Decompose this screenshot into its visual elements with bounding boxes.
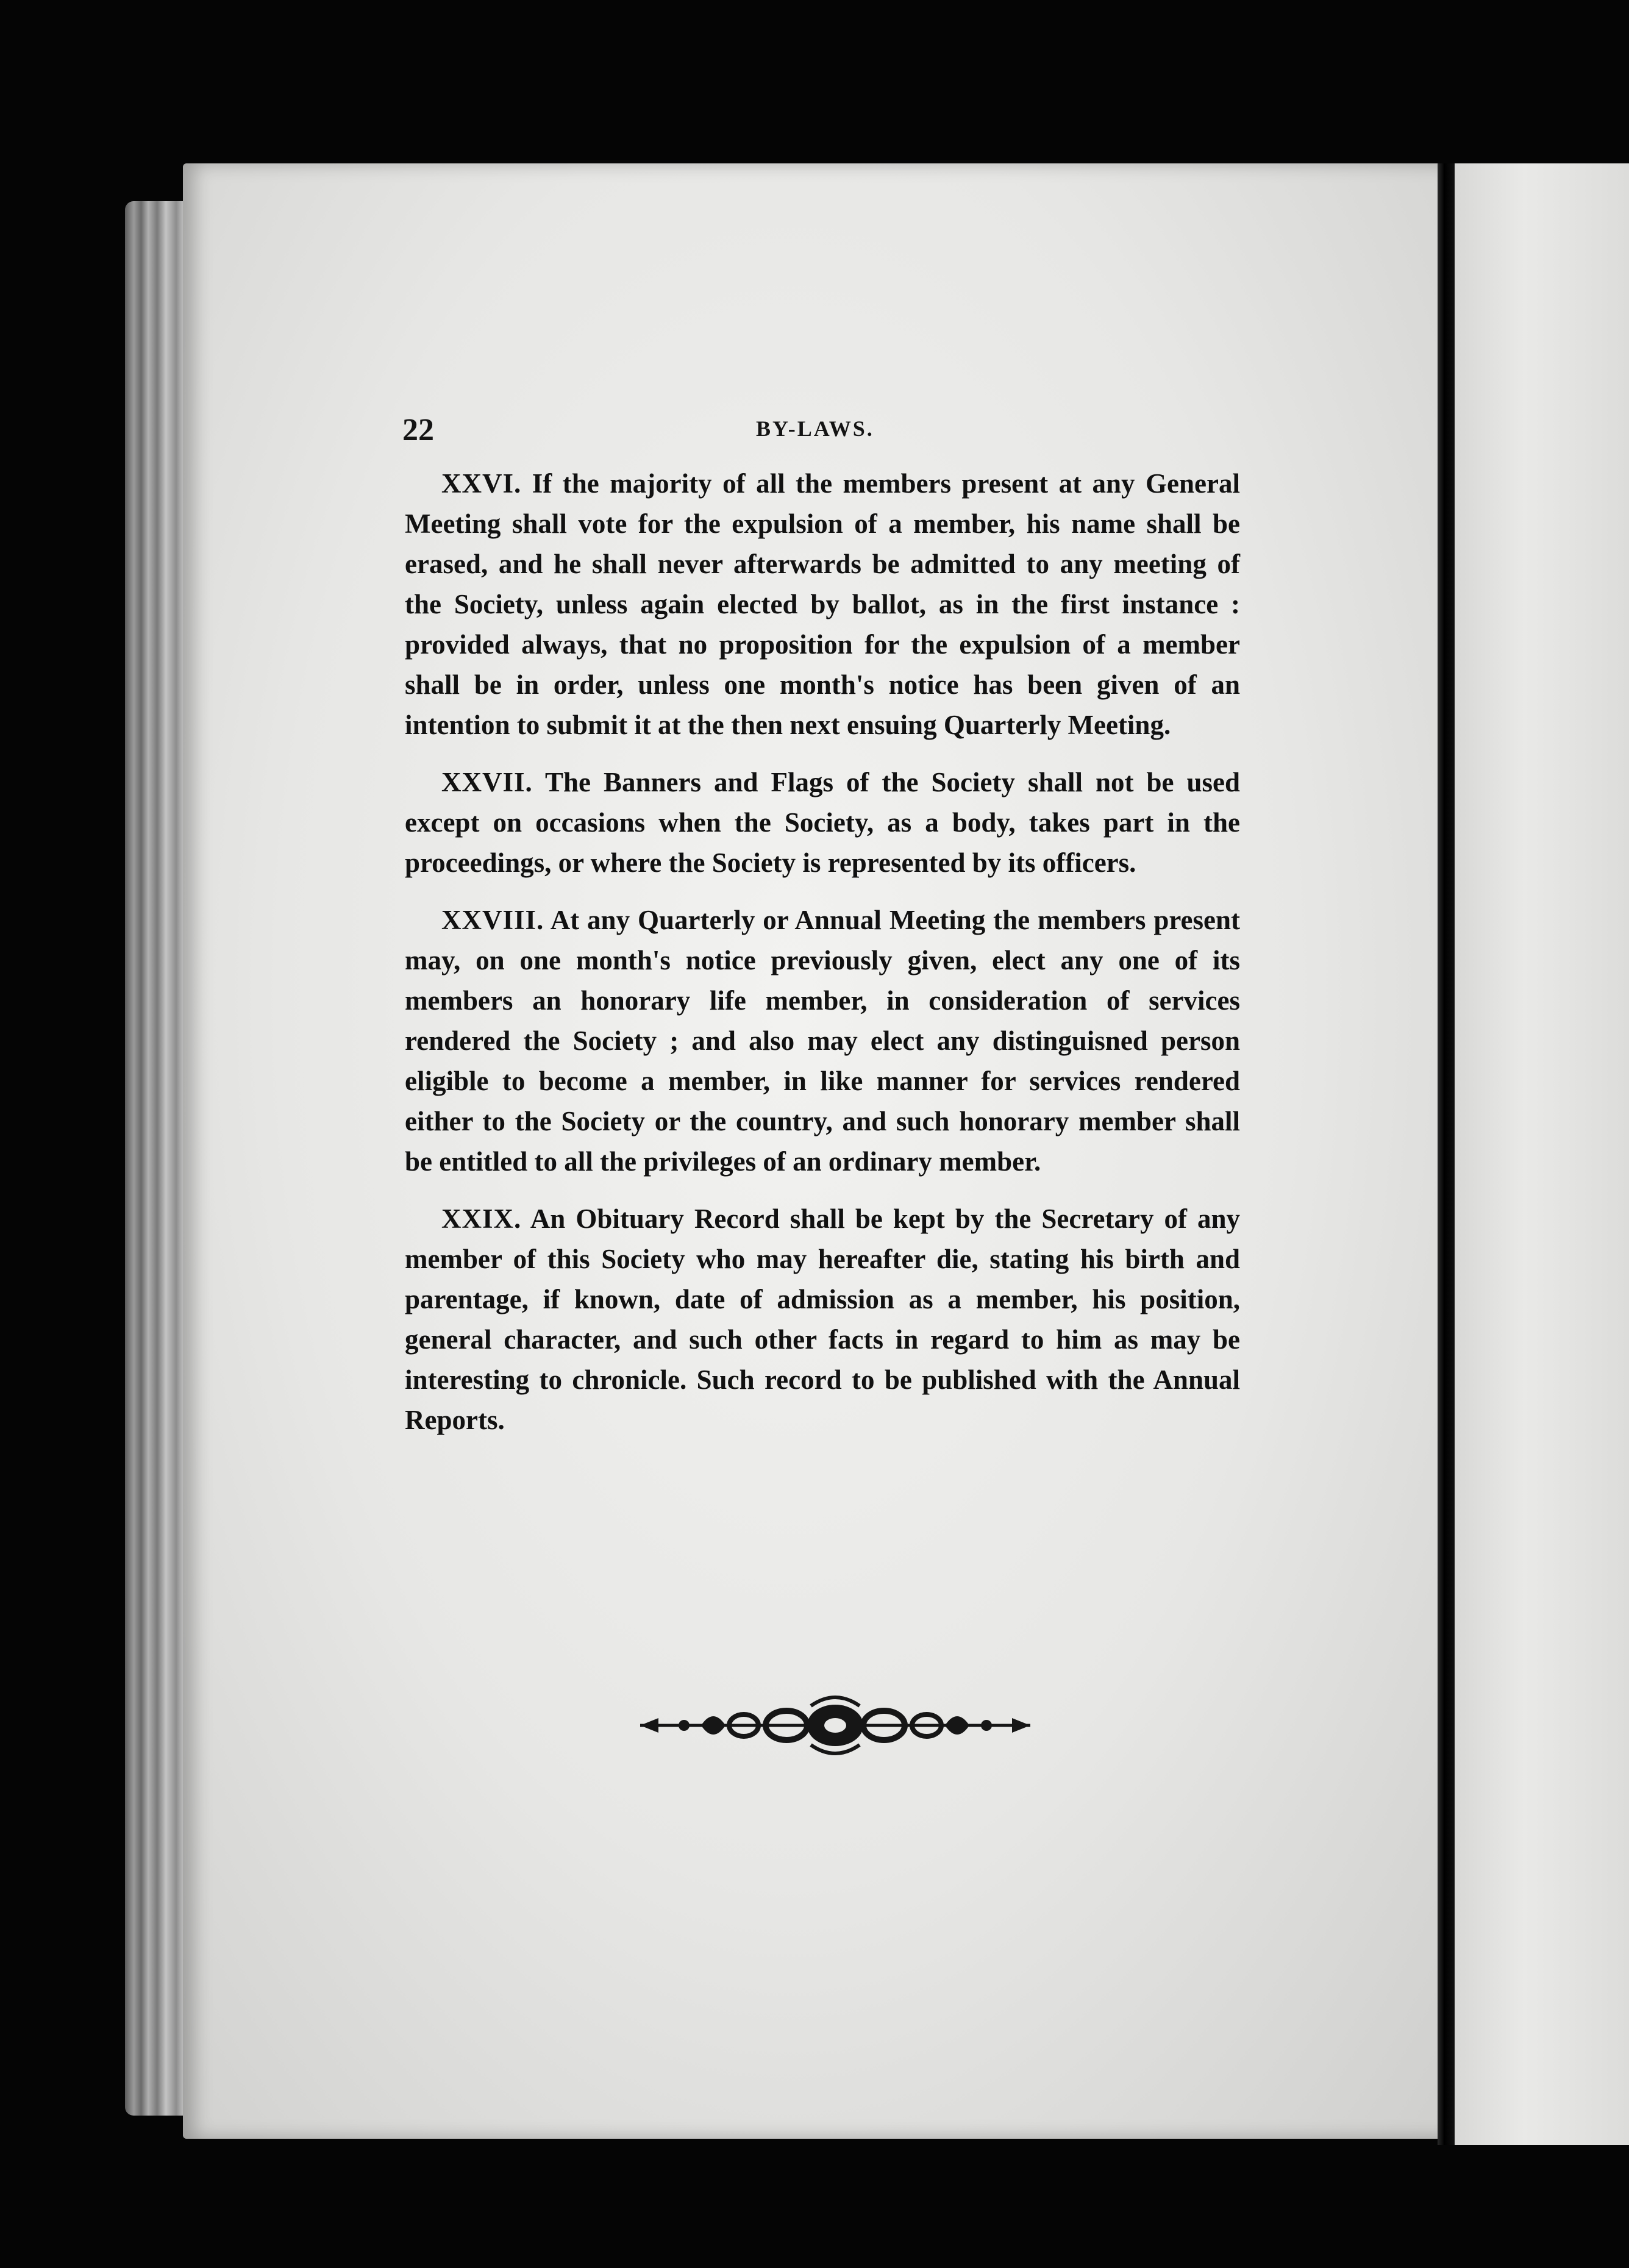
article-xxviii xyxy=(405,900,1240,1182)
article-xxix xyxy=(405,1199,1240,1440)
running-head: BY-LAWS. xyxy=(756,416,874,441)
page-number: 22 xyxy=(402,413,434,448)
printer-ornament-icon xyxy=(634,1689,1036,1762)
page-header xyxy=(402,412,1238,455)
article-text: The Banners and Flags of the Society shall not be used except on occasions when the Society, as a body, takes part in the proceedings, or where the Society is represented by its officers. xyxy=(405,767,1241,878)
article-text: At any Quarterly or Annual Meeting the members present may, on one month's notice previously given, elect any one of its members an honorary life member, in consideration of services rendered the Society ; and also may elect any distinguisned person eligible to become a member, in like manner for services rendered either to the Society or the country, and such honorary member shall be entitled to all the privileges of an ordinary member. xyxy=(405,905,1240,1177)
article-numeral: XXVI. xyxy=(441,468,522,499)
article-numeral: XXVIII. xyxy=(441,905,544,935)
by-laws-text xyxy=(405,463,1240,1457)
article-numeral: XXVII. xyxy=(441,767,533,797)
book-gutter xyxy=(1438,163,1455,2145)
article-xxvii xyxy=(405,762,1240,883)
article-xxvi xyxy=(405,463,1240,745)
facing-page-edge xyxy=(1455,163,1629,2145)
article-numeral: XXIX. xyxy=(441,1204,522,1234)
article-text: If the majority of all the members present at any General Meeting shall vote for the expulsion of a member, his name shall be erased, and he shall never afterwards be admitted to any meeting of the Society, unless again elected by ballot, as in the first instance : provided always, that no proposition for the expulsion of a member shall be in order, unless one month's notice has been given of an intention to submit it at the then next ensuing Quarterly Meeting. xyxy=(405,468,1240,740)
article-text: An Obituary Record shall be kept by the Secretary of any member of this Society who may hereafter die, stating his birth and parentage, if known, date of admission as a member, his position, general character, and such other facts in regard to him as may be interesting to chronicle. Such record to be published with the Annual Reports. xyxy=(405,1204,1240,1435)
